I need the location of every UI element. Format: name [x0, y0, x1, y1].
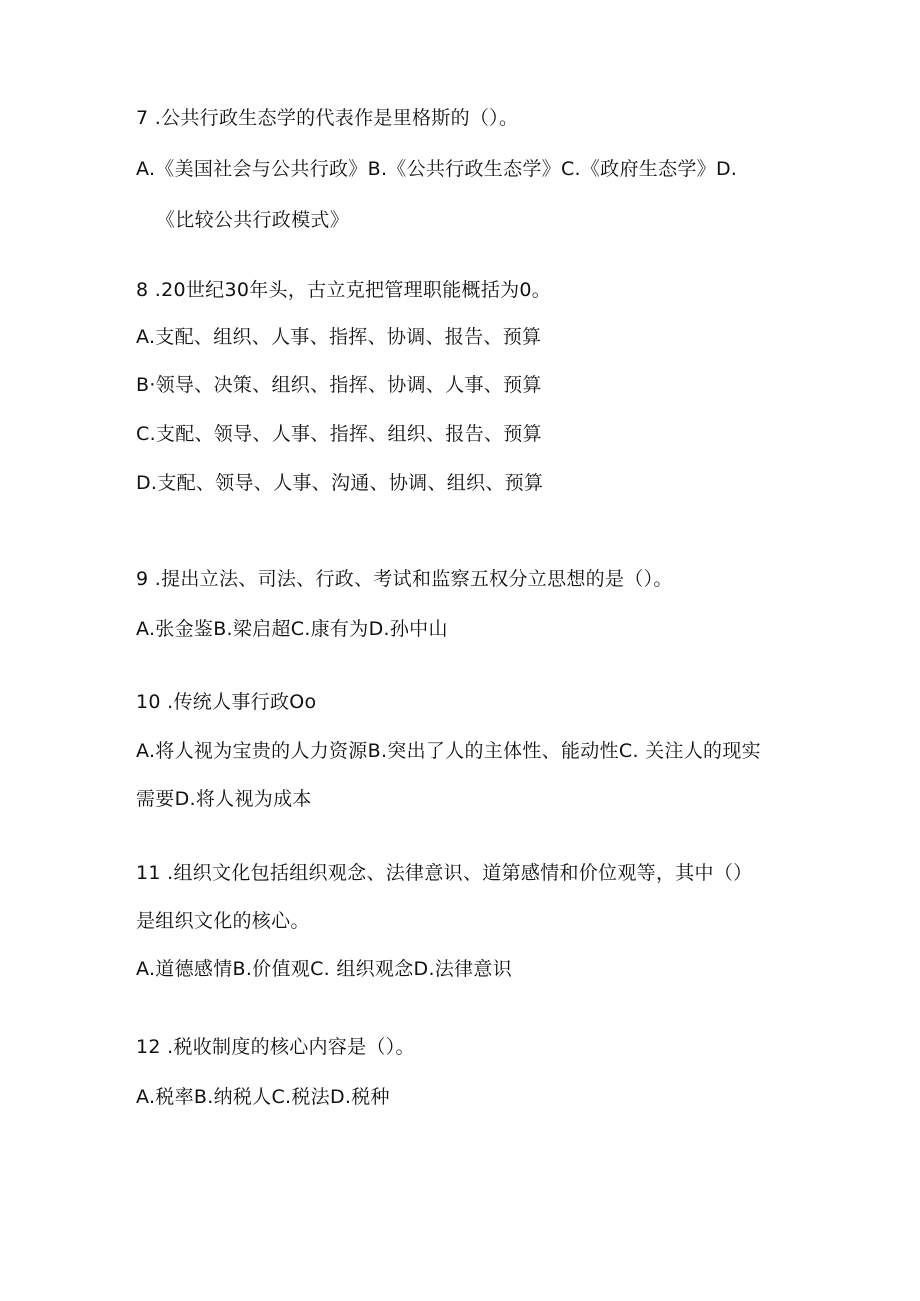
question-10-options-line-1: A.将人视为宝贵的人力资源B.突出了人的主体性、能动性C. 关注人的现实 [136, 740, 761, 762]
question-12-stem: 12 .税收制度的核心内容是（）。 [136, 1036, 415, 1058]
question-9-options: A.张金鉴B.梁启超C.康有为D.孙中山 [136, 618, 448, 640]
question-7-options-line-2: 《比较公共行政模式》 [156, 209, 350, 231]
question-11-stem-continued: 是组织文化的核心。 [136, 910, 310, 932]
question-8-option-a: A.支配、组织、人事、指挥、协调、报告、预算 [136, 326, 542, 348]
question-9-stem: 9 .提出立法、司法、行政、考试和监察五权分立思想的是（）。 [136, 568, 673, 590]
question-11-stem: 11 .组织文化包括组织观念、法律意识、道第感情和价位观等，其中（） [136, 862, 753, 884]
question-8-option-b: B·领导、决策、组织、指挥、协调、人事、预算 [136, 374, 542, 396]
question-11-options: A.道德感情B.价值观C. 组织观念D.法律意识 [136, 958, 512, 980]
question-8-option-c: C.支配、领导、人事、指挥、组织、报告、预算 [136, 423, 542, 445]
question-10-options-line-2: 需要D.将人视为成本 [136, 788, 312, 810]
question-7-options-line-1: A.《美国社会与公共行政》B.《公共行政生态学》C.《政府生态学》D. [136, 158, 738, 180]
question-8-option-d: D.支配、领导、人事、沟通、协调、组织、预算 [136, 472, 544, 494]
question-8-stem: 8 .20世纪30年头，古立克把管理职能概括为0。 [136, 279, 552, 301]
question-12-options: A.税率B.纳税人C.税法D.税种 [136, 1086, 390, 1108]
question-7-stem: 7 .公共行政生态学的代表作是里格斯的（）。 [136, 107, 519, 129]
question-10-stem: 10 .传统人事行政Oo [136, 691, 317, 713]
